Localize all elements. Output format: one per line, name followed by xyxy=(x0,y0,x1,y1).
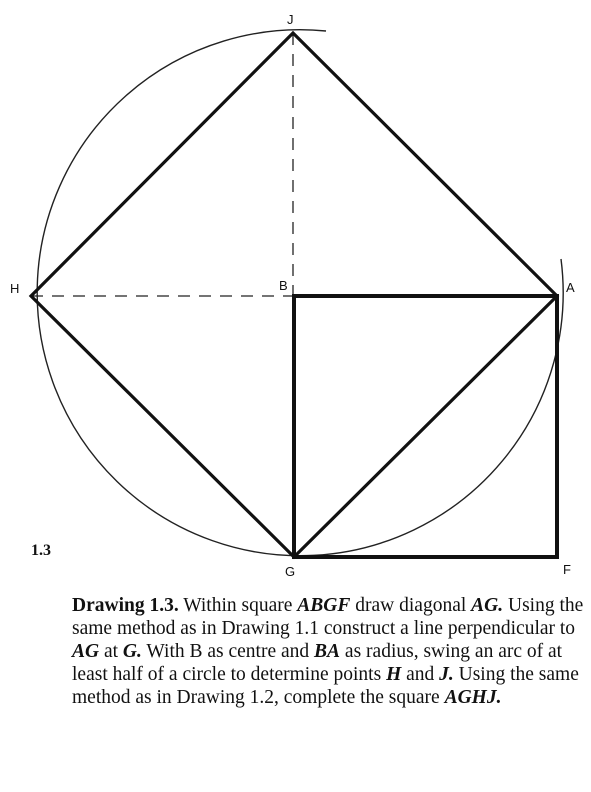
caption-term: G. xyxy=(122,641,142,662)
label-H: H xyxy=(10,281,20,296)
caption-term: J. xyxy=(439,664,454,685)
caption-run: as radius, swing an arc of at least half of a circle to determine points xyxy=(72,641,563,685)
caption-run: at xyxy=(99,641,123,662)
label-J: J xyxy=(287,12,294,27)
circle-arc xyxy=(37,30,563,556)
caption-run: With B as centre and xyxy=(141,641,315,662)
caption-run: and xyxy=(401,664,440,685)
caption-term: H xyxy=(386,664,402,685)
caption-term: ABGF xyxy=(297,595,351,616)
caption-run: Within square xyxy=(183,595,298,616)
caption-term: AGHJ. xyxy=(444,687,502,708)
label-F: F xyxy=(563,562,571,577)
label-G: G xyxy=(285,564,296,579)
caption-term: AG xyxy=(72,641,100,662)
caption-run: Using the same method as in Drawing 1.2, complete the square xyxy=(72,664,579,708)
caption-label: Drawing 1.3. xyxy=(72,595,179,616)
caption-term: AG. xyxy=(471,595,504,616)
label-A: A xyxy=(566,280,575,295)
caption-run: draw diagonal xyxy=(350,595,472,616)
label-B: B xyxy=(279,278,288,293)
caption-term: BA xyxy=(314,641,341,662)
caption-run: Using the same method as in Drawing 1.1 construct a line perpendicular to xyxy=(72,595,584,639)
figure-number: 1.3 xyxy=(31,542,51,559)
figure-caption xyxy=(72,594,584,709)
